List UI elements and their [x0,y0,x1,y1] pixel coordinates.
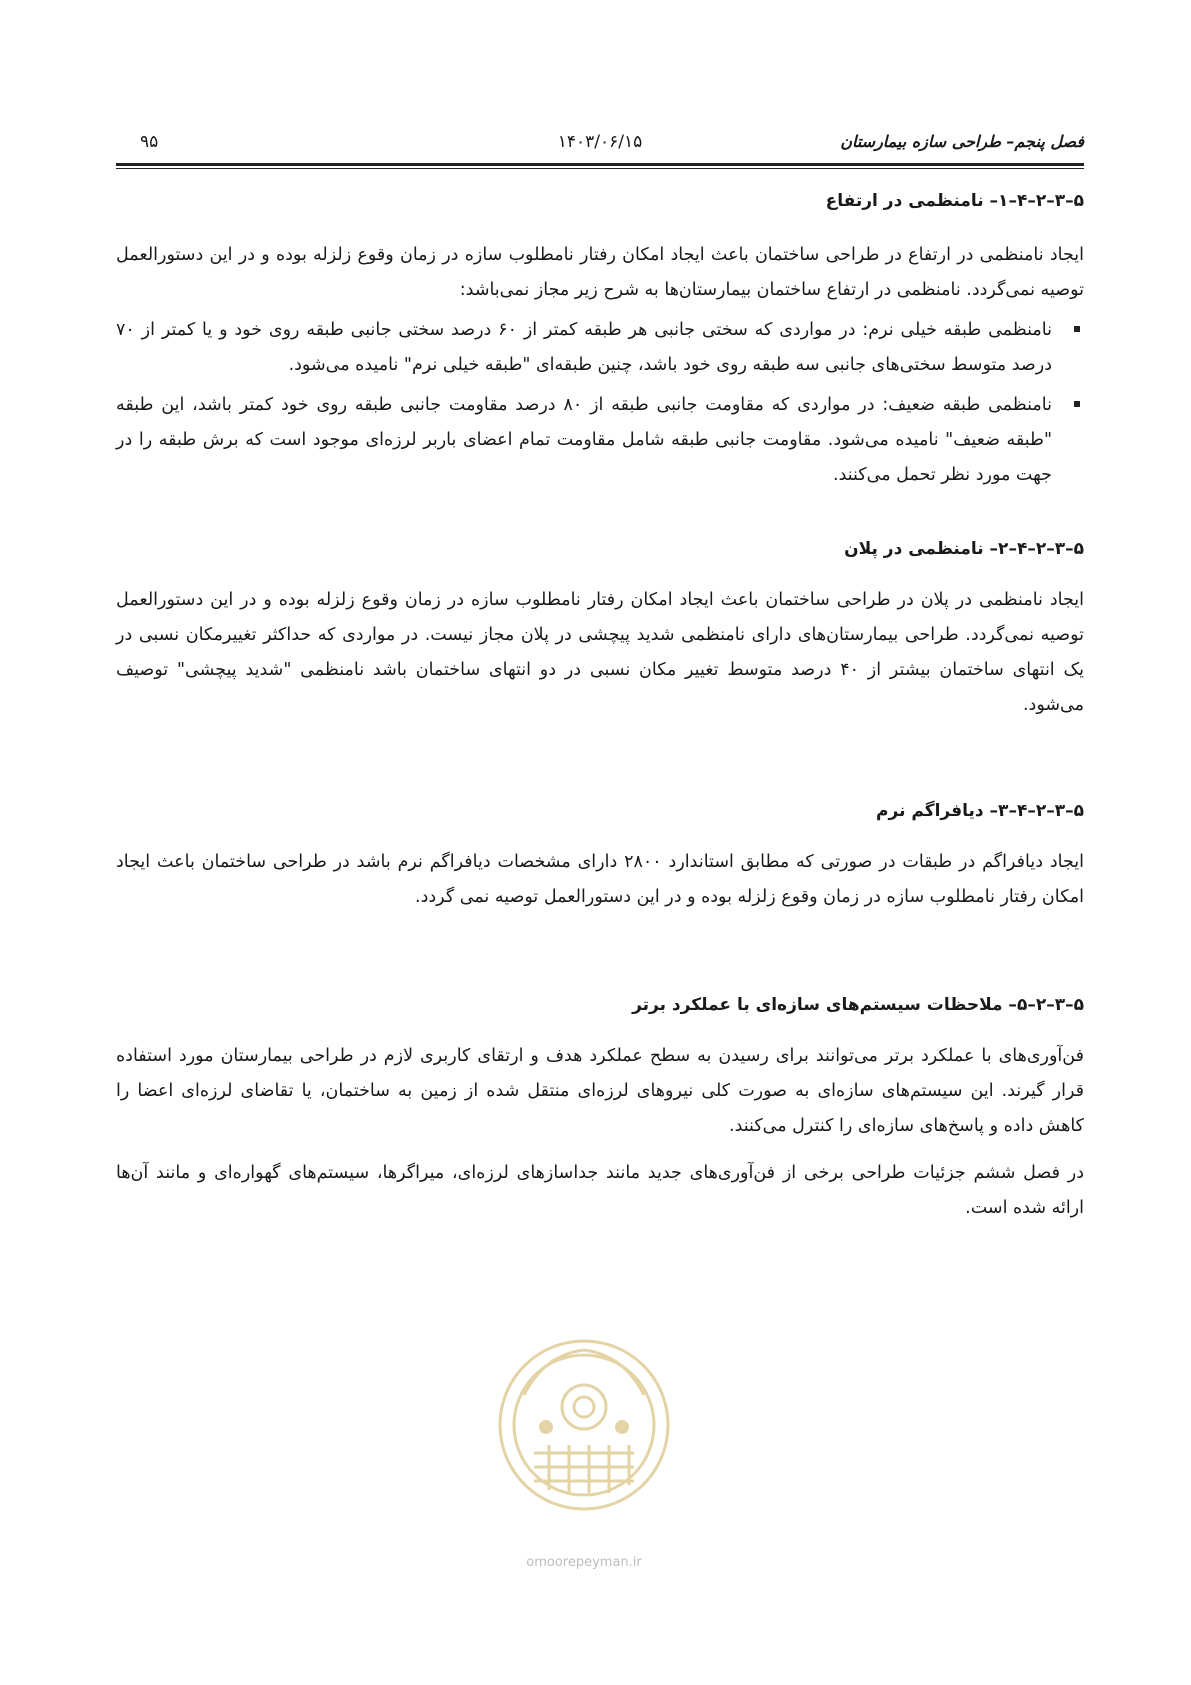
list-item-text: نامنظمی طبقه ضعیف: در مواردی که مقاومت جانبی طبقه از ۸۰ درصد مقاومت جانبی طبقه روی خود کمتر باشد، این طبقه "طبقه ضعیف" نامیده می‌شود. مقاومت جانبی طبقه شامل مقاومت تمام اعضای باربر لرزه‌ای موجود است که برش طبقه را در جهت مورد نظر تحمل می‌کنند. [116,395,1052,485]
section-paragraph-plan-irregularity: ایجاد نامنظمی در پلان در طراحی ساختمان باعث ایجاد امکان رفتار نامطلوب سازه در زمان وقوع زلزله بوده و در این دستورالعمل توصیه نمی‌گردد. طراحی بیمارستان‌های دارای نامنظمی شدید پیچشی در پلان مجاز نیست. در مواردی که حداکثر تغییرمکان نسبی در یک انتهای ساختمان بیشتر از ۴۰ درصد متوسط تغییر مکان نسبی در دو انتهای ساختمان باشد نامنظمی "شدید پیچشی" توصیف می‌شود. [116,590,1084,715]
square-bullet-icon [1074,401,1080,407]
header-rule-thick [116,163,1084,166]
section-paragraph-high-performance-systems: فن‌آوری‌های با عملکرد برتر می‌توانند برای رسیدن به سطح عملکرد هدف و ارتقای کاربری لازم در طراحی بیمارستان مورد استفاده قرار گیرند. این سیستم‌های سازه‌ای به صورت کلی نیروهای لرزه‌ای منتقل شده از زمین به ساختمان، یا تقاضای لرزه‌ای اعضا را کاهش داده و پاسخ‌های سازه‌ای را کنترل می‌کنند. [116,1046,1084,1136]
watermark-seal-icon [494,1335,674,1515]
list-item-text: نامنظمی طبقه خیلی نرم: در مواردی که سختی جانبی هر طبقه کمتر از ۶۰ درصد سختی جانبی طبقه روی خود و یا کمتر از ۷۰ درصد متوسط سختی‌های جانبی سه طبقه روی خود باشد، چنین طبقه‌ای "طبقه خیلی نرم" نامیده می‌شود. [116,320,1052,375]
page-number: ۹۵ [140,132,159,152]
page-header [116,128,1084,156]
section-heading-high-performance-systems: ۵–۳–۲–۵– ملاحظات سیستم‌های سازه‌ای با عملکرد برتر [632,995,1084,1015]
section-paragraph-soft-diaphragm: ایجاد دیافراگم در طبقات در صورتی که مطابق استاندارد ۲۸۰۰ دارای مشخصات دیافراگم نرم باشد در طراحی ساختمان باعث ایجاد امکان رفتار نامطلوب سازه در زمان وقوع زلزله بوده و در این دستورالعمل توصیه نمی گردد. [116,852,1084,907]
header-date: ۱۴۰۳/۰۶/۱۵ [557,132,643,152]
section-paragraph-height-irregularity: ایجاد نامنظمی در ارتفاع در طراحی ساختمان باعث ایجاد امکان رفتار نامطلوب سازه در زمان وقوع زلزله بوده و در این دستورالعمل توصیه نمی‌گردد. نامنظمی در ارتفاع ساختمان بیمارستان‌ها به شرح زیر مجاز نمی‌باشد: [116,245,1084,300]
list-item [116,388,1084,493]
list-item [116,313,1084,383]
section-paragraph-chapter-six-reference: در فصل ششم جزئیات طراحی برخی از فن‌آوری‌های جدید مانند جداسازهای لرزه‌ای، میراگرها، سیستم‌های گهواره‌ای و مانند آن‌ها ارائه شده است. [116,1163,1084,1218]
section-heading-plan-irregularity: ۵–۳–۲–۴–۲– نامنظمی در پلان [844,539,1084,559]
watermark-website: omoorepeyman.ir [526,1555,642,1570]
chapter-title: فصل پنجم– طراحی سازه بیمارستان [840,132,1084,151]
page-content [116,187,1084,1226]
irregularity-list [116,313,1084,493]
section-heading-height-irregularity: ۵–۳–۲–۴–۱– نامنظمی در ارتفاع [825,191,1084,211]
header-rule-thin [116,168,1084,169]
square-bullet-icon [1074,326,1080,332]
section-heading-soft-diaphragm: ۵–۳–۲–۴–۳– دیافراگم نرم [876,801,1084,821]
